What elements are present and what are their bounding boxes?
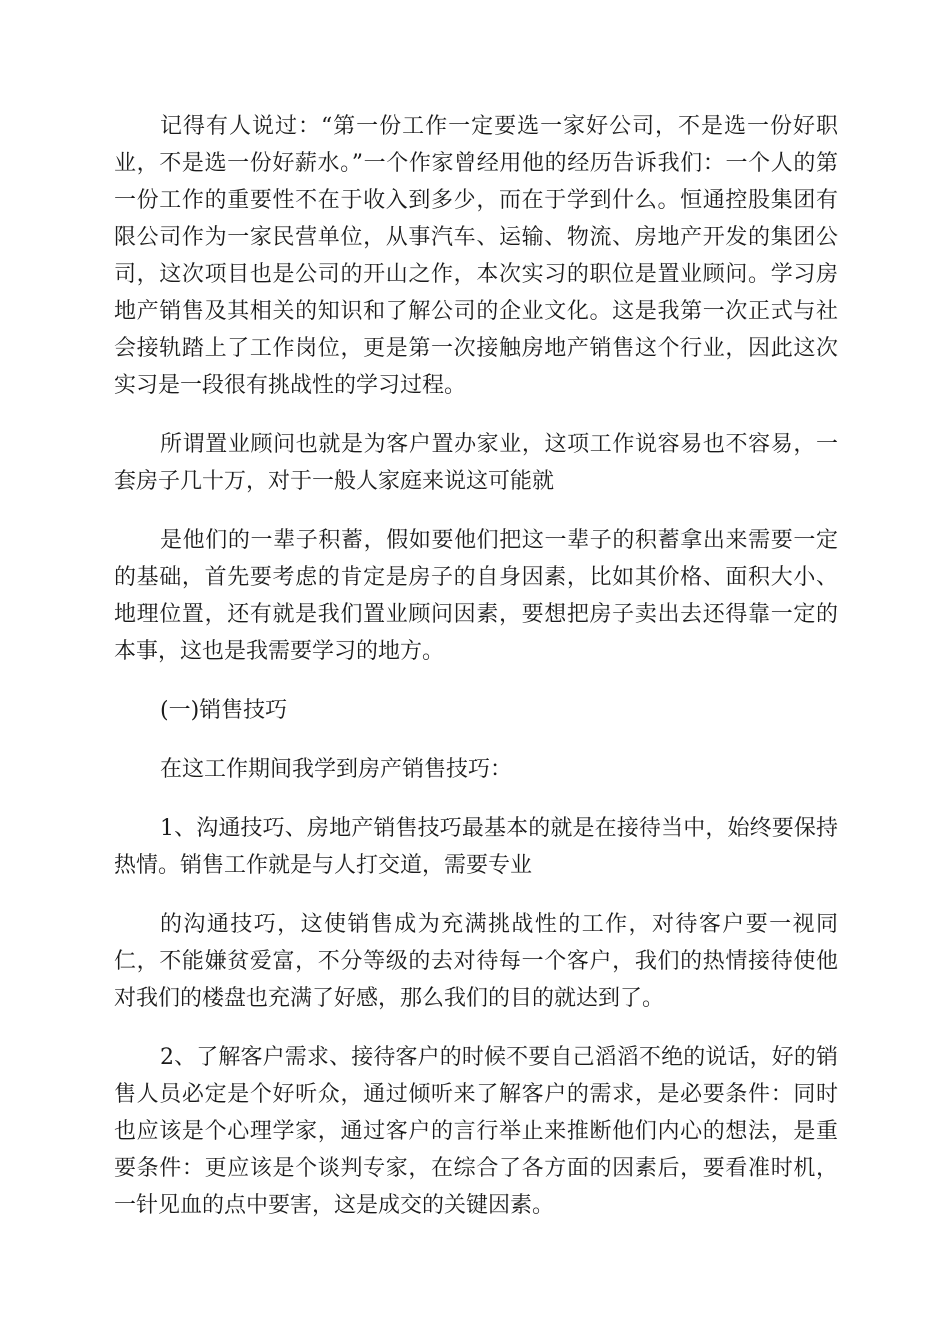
paragraph-savings: 是他们的一辈子积蓄，假如要他们把这一辈子的积蓄拿出来需要一定的基础，首先要考虑的肯定是房子的自身因素，比如其价格、面积大小、地理位置，还有就是我们置业顾问因素，要想把房子卖出去还得靠一定的本事，这也是我需要学习的地方。 [114, 528, 838, 664]
paragraph-skill-1-cont: 的沟通技巧，这使销售成为充满挑战性的工作，对待客户要一视同仁，不能嫌贫爱富，不分等级的去对待每一个客户，我们的热情接待使他对我们的楼盘也充满了好感，那么我们的目的就达到了。 [114, 912, 838, 1011]
section-heading-sales-skills: (一)销售技巧 [160, 698, 288, 723]
paragraph-skill-1: 1、沟通技巧、房地产销售技巧最基本的就是在接待当中，始终要保持热情。销售工作就是与人打交道，需要专业 [114, 816, 838, 878]
document-page [114, 108, 838, 1246]
paragraph-skill-2: 2、了解客户需求、接待客户的时候不要自己滔滔不绝的说话，好的销售人员必定是个好听众，通过倾听来了解客户的需求，是必要条件：同时也应该是个心理学家，通过客户的言行举止来推断他们内心的想法，是重要条件：更应该是个谈判专家，在综合了各方面的因素后，要看准时机，一针见血的点中要害，这是成交的关键因素。 [114, 1045, 838, 1218]
paragraph-skills-intro: 在这工作期间我学到房产销售技巧： [160, 757, 513, 782]
paragraph-intro: 记得有人说过：“第一份工作一定要选一家好公司，不是选一份好职业，不是选一份好薪水。”一个作家曾经用他的经历告诉我们：一个人的第一份工作的重要性不在于收入到多少，而在于学到什么。恒通控股集团有限公司作为一家民营单位，从事汽车、运输、物流、房地产开发的集团公司，这次项目也是公司的开山之作，本次实习的职位是置业顾问。学习房地产销售及其相关的知识和了解公司的企业文化。这是我第一次正式与社会接轨踏上了工作岗位，更是第一次接触房地产销售这个行业，因此这次实习是一段很有挑战性的学习过程。 [114, 114, 838, 398]
paragraph-consultant: 所谓置业顾问也就是为客户置办家业，这项工作说容易也不容易，一套房子几十万，对于一般人家庭来说这可能就 [114, 432, 838, 494]
